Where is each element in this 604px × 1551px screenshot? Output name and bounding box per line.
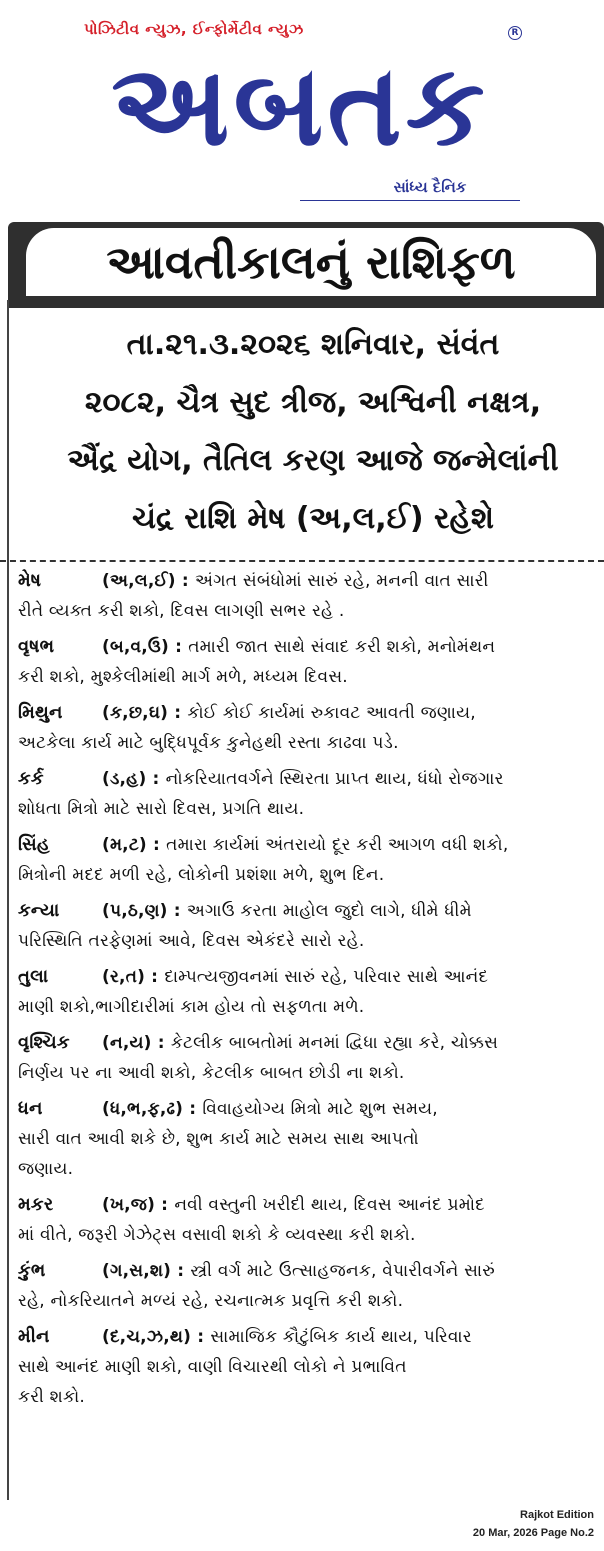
horoscope-item [18,1094,596,1184]
sign-letters: (ક,છ,ઘ) [102,703,169,723]
sign-text: અંગત સંબંધોમાં સારું રહે, મનની વાત સારી [195,571,489,591]
sign-text: કોઈ કોઈ કાર્યમાં રુકાવટ આવતી જણાય, [187,703,476,723]
horoscope-item [18,632,596,692]
sign-text: નવી વસ્તુની ખરીદી થાય, દિવસ આનંદ પ્રમોદ [174,1195,485,1215]
sign-colon: : [171,1261,191,1281]
sign-name: ધન [18,1098,43,1119]
sign-colon: : [183,1099,203,1119]
sign-colon: : [155,1195,175,1215]
horoscope-line [18,962,596,992]
sign-colon: : [175,571,196,591]
horoscope-item [18,830,596,890]
section-title: આવતીકાલનું રાશિફળ [26,228,596,296]
sign-text-continued: માણી શકો,ભાગીદારીમાં કામ હોય તો સફળતા મળે. [18,997,365,1017]
sign-text: અગાઉ કરતા માહોલ જુદો લાગે, ધીમે ધીમે [186,901,472,921]
sign-text: તમારી જાત સાથે સંવાદ કરી શકો, મનોમંથન [188,637,496,657]
sign-text-continued: શોધતા મિત્રો માટે સારો દિવસ, પ્રગતિ થાય. [18,799,305,819]
sign-text-continued: નિર્ણય પર ના આવી શકો, કેટલીક બાબત છોડી ના શકો. [18,1063,405,1083]
horoscope-line [18,1094,596,1124]
sign-text-continued: રીતે વ્યક્ત કરી શકો, દિવસ લાગણી સભર રહે . [18,601,345,621]
sign-letters: (ડ,હ) [102,769,147,789]
sign-letters: (મ,ટ) [102,835,147,855]
sign-text-continued: જણાય. [18,1159,74,1179]
sign-text-continued: કરી શકો, મુશ્કેલીમાંથી માર્ગ મળે, મધ્યમ દિવસ. [18,667,348,687]
sign-letters: (દ,ચ,ઝ,થ) [102,1327,192,1347]
sign-text-continued: પરિસ્થિતિ તરફેણમાં આવે, દિવસ એકંદરે સારો રહે. [18,931,365,951]
horoscope-item [18,1322,596,1412]
sign-letters: (પ,ઠ,ણ) [102,901,168,921]
sign-name: મિથુન [18,702,63,723]
sign-letters: (ગ,સ,શ) [102,1261,172,1281]
sign-name: વૃશ્ચિક [18,1032,70,1053]
sign-letters: (બ,વ,ઉ) [102,637,169,657]
horoscope-line [18,1256,596,1286]
sign-text-continued: માં વીતે, જરૂરી ગેઝેટ્સ વસાવી શકો કે વ્યવસ્થા કરી શકો. [18,1225,416,1245]
sign-name: કર્ક [18,768,44,789]
horoscope-list [18,566,596,1418]
horoscope-line [18,1190,596,1220]
horoscope-line [18,896,596,926]
horoscope-line [18,764,596,794]
sign-name: મીન [18,1326,50,1347]
horoscope-line [18,632,596,662]
sign-colon: : [146,769,166,789]
masthead-tagline: પોઝિટીવ ન્યુઝ, ઈન્ફોર્મેટીવ ન્યુઝ [84,20,304,38]
sign-text-continued: અટકેલા કાર્ય માટે બુદ્ધિપૂર્વક કુનેહથી રસ્તા કાઢવા પડે. [18,733,399,753]
horoscope-item [18,566,596,626]
dashed-separator [0,560,604,562]
registered-mark-icon: R [508,26,522,40]
sign-text-continued: રહે, નોકરિયાતને મળ્યં રહે, રચનાત્મક પ્રવૃત્તિ કરી શકો. [18,1291,404,1311]
horoscope-item [18,1190,596,1250]
date-page-label: 20 Mar, 2026 Page No.2 [472,1527,594,1539]
horoscope-line [18,566,596,596]
masthead-rule [300,200,520,201]
sign-colon: : [168,637,189,657]
sign-colon: : [145,967,165,987]
intro-line: ઐંદ્ર યોગ, તૈતિલ કરણ આજે જન્મેલાંની [67,443,559,478]
page-footer [473,1506,594,1542]
masthead [0,0,604,210]
sign-letters: (ન,ય) [102,1033,152,1053]
horoscope-line [18,830,596,860]
sign-text: સ્ત્રી વર્ગ માટે ઉત્સાહજનક, વેપારીવર્ગને સારું [190,1261,495,1281]
sign-text-continued: સાથે આનંદ માણી શકો, વાણી વિચારથી લોકો ને પ્રભાવિત [18,1357,407,1377]
sign-letters: (ખ,જ) [102,1195,156,1215]
edition-label: Rajkot Edition [520,1509,594,1521]
newspaper-logo: અબતક [111,41,489,171]
horoscope-line [18,1322,596,1352]
sign-colon: : [168,703,188,723]
sign-name: સિંહ [18,834,50,855]
sign-text-continued: સારી વાત આવી શકે છે, શુભ કાર્ય માટે સમય સાથ આપતો [18,1129,419,1149]
intro-block [30,316,596,548]
horoscope-item [18,962,596,1022]
sign-letters: (ધ,ભ,ફ,ઢ) [102,1099,184,1119]
sign-colon: : [146,835,167,855]
sign-colon: : [191,1327,211,1347]
sign-text: સામાજિક કૌટુંબિક કાર્ય થાય, પરિવાર [210,1327,472,1347]
sign-name: મકર [18,1194,54,1215]
horoscope-item [18,896,596,956]
sign-letters: (ર,ત) [102,967,146,987]
horoscope-line [18,698,596,728]
sign-name: મેષ [18,570,42,591]
horoscope-item [18,698,596,758]
sign-text: દામ્પત્યજીવનમાં સારું રહે, પરિવાર સાથે આનંદ [164,967,489,987]
sign-text-continued: મિત્રોની મદદ મળી રહે, લોકોની પ્રશંશા મળે, શુભ દિન. [18,865,385,885]
horoscope-line [18,1028,596,1058]
sign-name: તુલા [18,966,49,987]
sign-name: વૃષભ [18,636,55,657]
masthead-subtitle: સાંધ્ય દૈનિક [393,178,467,196]
intro-line: ૨૦૮૨, ચૈત્ર સુદ ત્રીજ, અશ્વિની નક્ષત્ર, [84,385,542,420]
horoscope-item [18,1028,596,1088]
sign-colon: : [151,1033,171,1053]
sign-text: નોકરિયાતવર્ગને સ્થિરતા પ્રાપ્ત થાય, ધંધો રોજગાર [165,769,504,789]
sign-name: કન્યા [18,900,60,921]
sign-text: કેટલીક બાબતોમાં મનમાં દ્વિધા રહ્યા કરે, ચોક્કસ [170,1033,499,1053]
sign-text: તમારા કાર્યમાં અંતરાયો દૂર કરી આગળ વધી શકો, [166,835,509,855]
intro-line: તા.૨૧.૩.૨૦૨૬ શનિવાર, સંવંત [126,327,500,362]
left-border-rule [7,300,9,1500]
horoscope-item [18,1256,596,1316]
intro-line: ચંદ્ર રાશિ મેષ (અ,લ,ઈ) રહેશે [132,501,494,536]
sign-text: વિવાહયોગ્ય મિત્રો માટે શુભ સમય, [202,1099,438,1119]
sign-colon: : [167,901,187,921]
sign-name: કુંભ [18,1260,46,1281]
sign-letters: (અ,લ,ઈ) [102,571,176,591]
sign-text-continued: કરી શકો. [18,1387,86,1407]
section-banner [8,222,604,308]
horoscope-item [18,764,596,824]
